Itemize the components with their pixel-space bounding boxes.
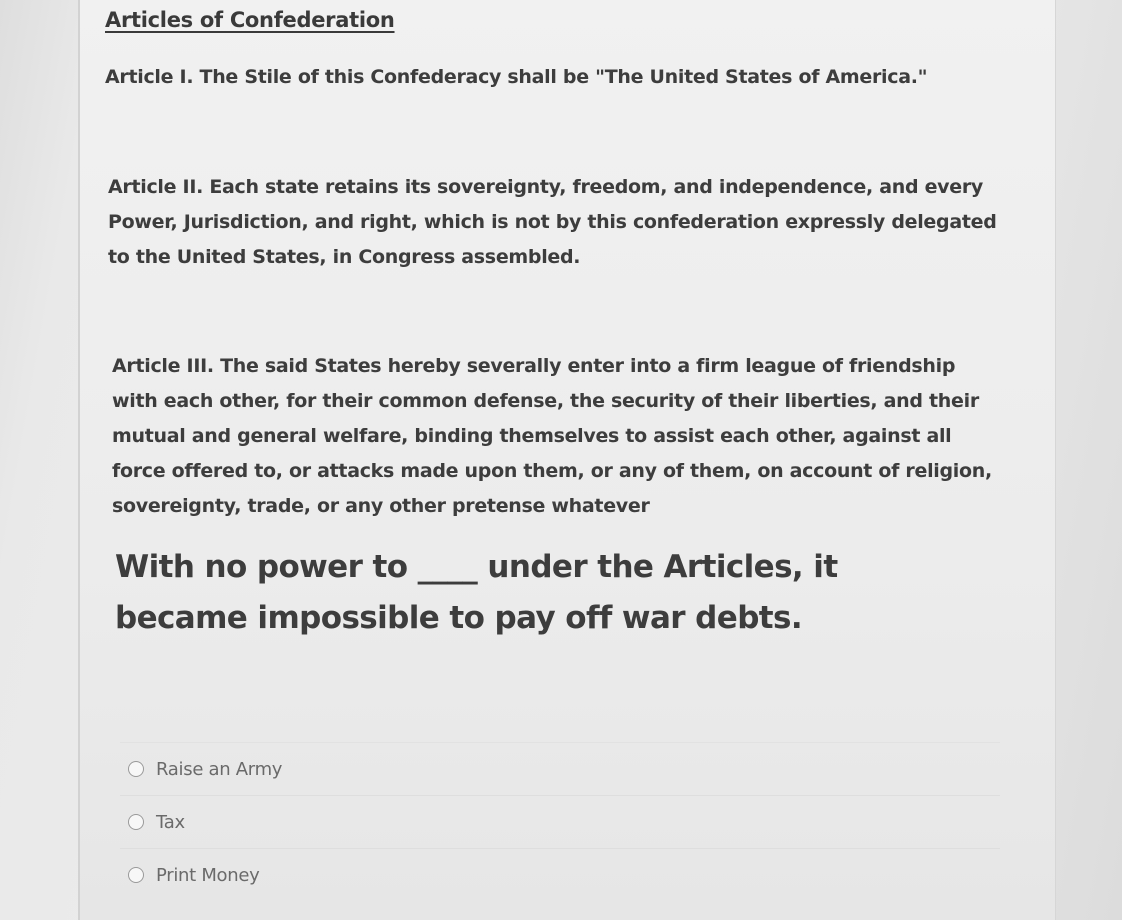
option-label: Raise an Army bbox=[156, 758, 283, 780]
radio-button[interactable] bbox=[128, 867, 144, 883]
radio-button[interactable] bbox=[128, 761, 144, 777]
question-panel bbox=[80, 0, 1056, 920]
radio-button[interactable] bbox=[128, 814, 144, 830]
article-1-text: Article I. The Stile of this Confederacy shall be "The United States of America." bbox=[105, 66, 928, 88]
answer-option-print-money[interactable] bbox=[120, 848, 1000, 901]
question-prompt: With no power to ____ under the Articles, it became impossible to pay off war debts. bbox=[115, 549, 838, 636]
option-label: Print Money bbox=[156, 864, 260, 886]
article-2-text: Article II. Each state retains its sovereignty, freedom, and independence, and every Power, Jurisdiction, and right, which is not by this confederation expressly delegated to the United States, in Congress assembled. bbox=[108, 176, 997, 268]
answer-options bbox=[120, 742, 1000, 901]
document-title: Articles of Confederation bbox=[105, 8, 395, 32]
answer-option-tax[interactable] bbox=[120, 795, 1000, 848]
option-label: Tax bbox=[156, 811, 185, 833]
answer-option-raise-an-army[interactable] bbox=[120, 742, 1000, 795]
article-3-text: Article III. The said States hereby severally enter into a firm league of friendship with each other, for their common defense, the security of their liberties, and their mutual and general welfare, binding themselves to assist each other, against all force offered to, or attacks made upon them, or any of them, on account of religion, sovereignty, trade, or any other pretense whatever bbox=[112, 355, 992, 517]
